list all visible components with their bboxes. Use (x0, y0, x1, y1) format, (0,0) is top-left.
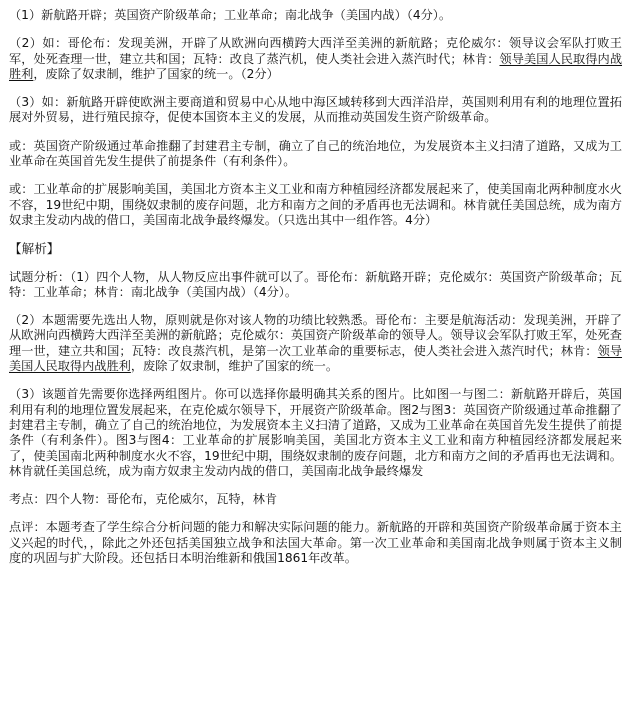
analysis-part-2 (9, 313, 622, 374)
analysis-heading: 【解析】 (9, 241, 60, 257)
answer-part-2-text-a: （2）如：哥伦布：发现美洲，开辟了从欧洲向西横跨大西洋至美洲的新航路；克伦威尔：领导议会军队打败王军，处死查理一世，建立共和国；瓦特：改良了蒸汽机，使人类社会进入蒸汽时代；林肯： (9, 36, 622, 66)
analysis-part-2-underlined: 领导美国人民取得内战胜利 (9, 343, 623, 374)
exam-points: 考点：四个人物：哥伦布，克伦威尔，瓦特，林肯 (9, 492, 278, 507)
answer-alternative-1: 或：英国资产阶级通过革命推翻了封建君主专制，确立了自己的统治地位，为发展资本主义扫清了道路，又成为工业革命在英国首先发生提供了前提条件（有利条件）。 (9, 138, 622, 169)
analysis-part-2-text-b: ，废除了奴隶制，维护了国家的统一。 (130, 359, 339, 374)
answer-part-2-text-b: ，废除了奴隶制，维护了国家的统一。（2分） (33, 66, 279, 81)
analysis-part-2-text-a: （2）本题需要先选出人物，原则就是你对该人物的功绩比较熟悉。哥伦布：主要是航海活动：发现美洲，开辟了从欧洲向西横跨大西洋至美洲的新航路；克伦威尔：英国资产阶级革命的领导人。领导议会军队打败王军，处死查理一世，建立共和国；瓦特：改良蒸汽机，是第一次工业革命的重要标志，使人类社会进入蒸汽时代；林肯： (9, 313, 622, 358)
analysis-part-1: 试题分析：（1）四个人物，从人物反应出事件就可以了。哥伦布：新航路开辟；克伦威尔：英国资产阶级革命；瓦特：工业革命；林肯：南北战争（美国内战）（4分）。 (9, 269, 622, 299)
answer-part-3: （3）如：新航路开辟使欧洲主要商道和贸易中心从地中海区域转移到大西洋沿岸，英国则利用有利的地理位置拓展对外贸易，进行殖民掠夺，促使本国资本主义的发展，从而推动英国发生资产阶级革命。 (9, 95, 622, 125)
answer-part-2-underlined: 领导美国人民取得内战胜利 (9, 51, 623, 81)
comment: 点评：本题考查了学生综合分析问题的能力和解决实际问题的能力。新航路的开辟和英国资产阶级革命属于资本主义兴起的时代，，除此之外还包括美国独立战争和法国大革命。第一次工业革命和美国南北战争则属于资本主义制度的巩固与扩大阶段。还包括日本明治维新和俄国1861年改革。 (9, 520, 622, 566)
analysis-part-3: （3）该题首先需要你选择两组图片。你可以选择你最明确其关系的图片。比如图一与图二：新航路开辟后，英国利用有利的地理位置发展起来，在克伦威尔领导下，开展资产阶级革命。图2与图3：英国资产阶级通过革命推翻了封建君主专制，确立了自己的统治地位，为发展资本主义扫清了道路，又成为工业革命在英国首先发生提供了前提条件（有利条件）。图3与图4：工业革命的扩展影响美国，美国北方资本主义工业和南方种植园经济都发展起来了，使美国南北两种制度水火不容，19世纪中期，围绕奴隶制的废存问题，北方和南方之间的矛盾再也无法调和。林肯就任美国总统，成为南方奴隶主发动内战的借口，美国南北战争最终爆发 (9, 387, 622, 478)
answer-part-1: （1）新航路开辟；英国资产阶级革命；工业革命；南北战争（美国内战）（4分）。 (9, 8, 452, 22)
answer-alternative-2: 或：工业革命的扩展影响美国，美国北方资本主义工业和南方种植园经济都发展起来了，使美国南北两种制度水火不容，19世纪中期，围绕奴隶制的废存问题，北方和南方之间的矛盾再也无法调和。林肯就任美国总统，成为南方奴隶主发动内战的借口，美国南北战争最终爆发。（只选出其中一组作答。4分） (9, 182, 622, 227)
answer-part-2 (9, 36, 622, 82)
